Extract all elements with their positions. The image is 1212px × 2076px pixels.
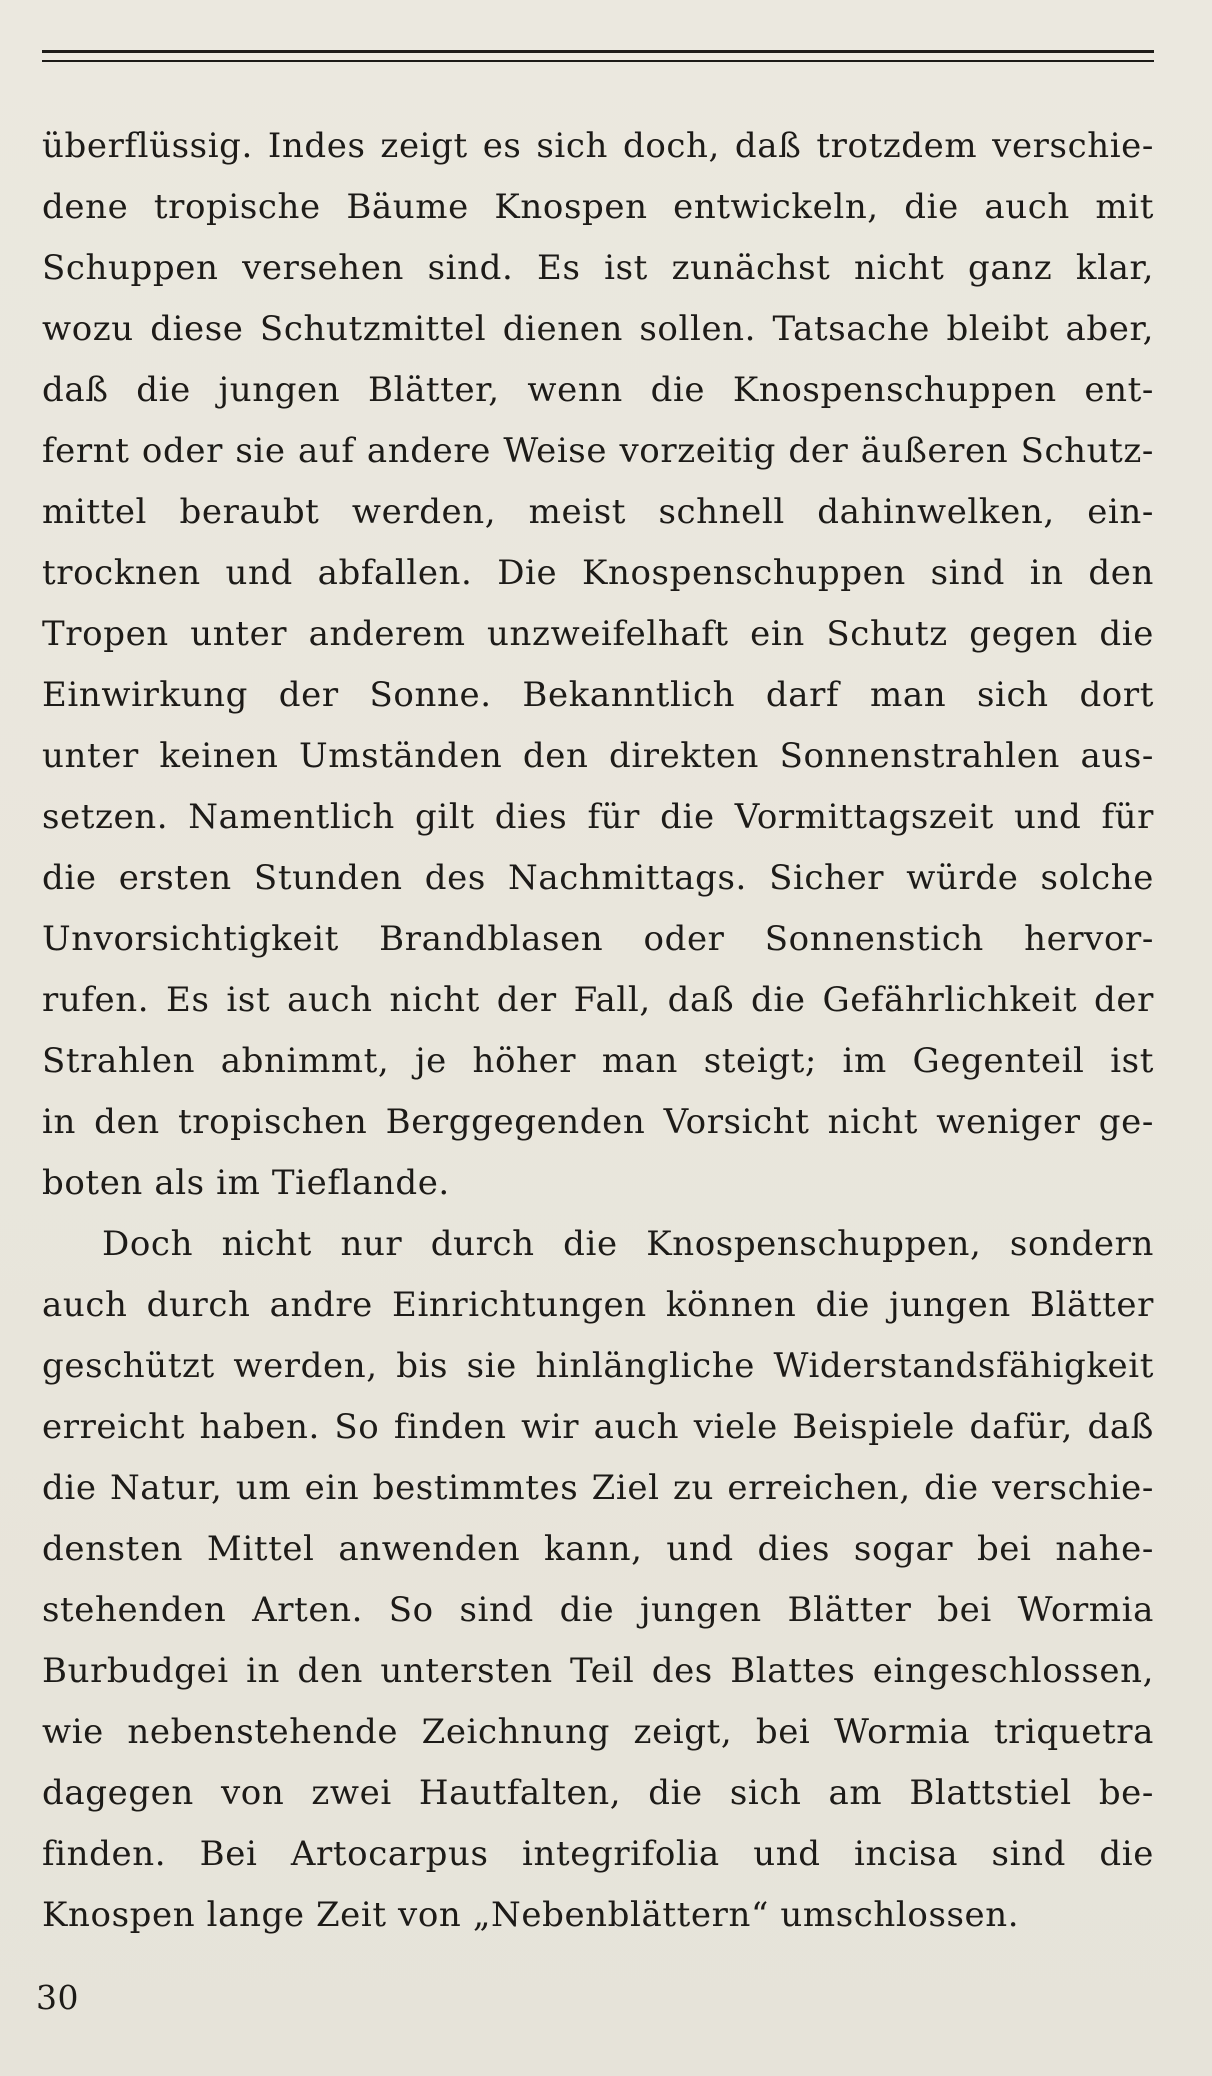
- text-line: trocknen und abfallen. Die Knospenschuppen sind in den: [42, 553, 1154, 593]
- text-line: Strahlen abnimmt, je höher man steigt; im Gegenteil ist: [42, 1041, 1154, 1081]
- text-line: rufen. Es ist auch nicht der Fall, daß die Gefährlichkeit der: [42, 980, 1154, 1020]
- text-line: mittel beraubt werden, meist schnell dahinwelken, ein-: [42, 492, 1154, 532]
- text-line: Einwirkung der Sonne. Bekanntlich darf man sich dort: [42, 675, 1154, 715]
- text-line: setzen. Namentlich gilt dies für die Vormittagszeit und für: [42, 797, 1154, 837]
- text-line: finden. Bei Artocarpus integrifolia und incisa sind die: [42, 1834, 1154, 1874]
- text-line: fernt oder sie auf andere Weise vorzeitig der äußeren Schutz-: [42, 431, 1154, 471]
- paragraph: [42, 116, 1154, 1214]
- header-rule-thin: [42, 60, 1154, 62]
- text-line: dene tropische Bäume Knospen entwickeln, die auch mit: [42, 187, 1154, 227]
- text-line: Knospen lange Zeit von „Nebenblättern“ umschlossen.: [42, 1895, 1020, 1935]
- text-line: Burbudgei in den untersten Teil des Blattes eingeschlossen,: [42, 1651, 1154, 1691]
- paragraph: [42, 1214, 1154, 1946]
- text-line: die Natur, um ein bestimmtes Ziel zu erreichen, die verschie-: [42, 1468, 1154, 1508]
- header-rule-thick: [42, 50, 1154, 53]
- text-line: Tropen unter anderem unzweifelhaft ein Schutz gegen die: [42, 614, 1154, 654]
- body-text: [42, 116, 1154, 1946]
- text-line: in den tropischen Berggegenden Vorsicht nicht weniger ge-: [42, 1102, 1154, 1142]
- text-line: Unvorsichtigkeit Brandblasen oder Sonnenstich hervor-: [42, 919, 1154, 959]
- text-line: überflüssig. Indes zeigt es sich doch, daß trotzdem verschie-: [42, 126, 1154, 166]
- page-number: 30: [36, 1978, 79, 2017]
- text-line: densten Mittel anwenden kann, und dies sogar bei nahe-: [42, 1529, 1154, 1569]
- text-line: wie nebenstehende Zeichnung zeigt, bei Wormia triquetra: [42, 1712, 1154, 1752]
- text-line: geschützt werden, bis sie hinlängliche Widerstandsfähigkeit: [42, 1346, 1154, 1386]
- text-line: unter keinen Umständen den direkten Sonnenstrahlen aus-: [42, 736, 1154, 776]
- text-line: erreicht haben. So finden wir auch viele Beispiele dafür, daß: [42, 1407, 1154, 1447]
- text-line: daß die jungen Blätter, wenn die Knospenschuppen ent-: [42, 370, 1154, 410]
- text-line: stehenden Arten. So sind die jungen Blätter bei Wormia: [42, 1590, 1154, 1630]
- text-line: die ersten Stunden des Nachmittags. Sicher würde solche: [42, 858, 1154, 898]
- text-line: boten als im Tieflande.: [42, 1163, 450, 1203]
- text-line: dagegen von zwei Hautfalten, die sich am Blattstiel be-: [42, 1773, 1154, 1813]
- text-line: Schuppen versehen sind. Es ist zunächst nicht ganz klar,: [42, 248, 1154, 288]
- text-line: Doch nicht nur durch die Knospenschuppen, sondern: [102, 1224, 1154, 1264]
- text-line: auch durch andre Einrichtungen können die jungen Blätter: [42, 1285, 1154, 1325]
- text-line: wozu diese Schutzmittel dienen sollen. Tatsache bleibt aber,: [42, 309, 1154, 349]
